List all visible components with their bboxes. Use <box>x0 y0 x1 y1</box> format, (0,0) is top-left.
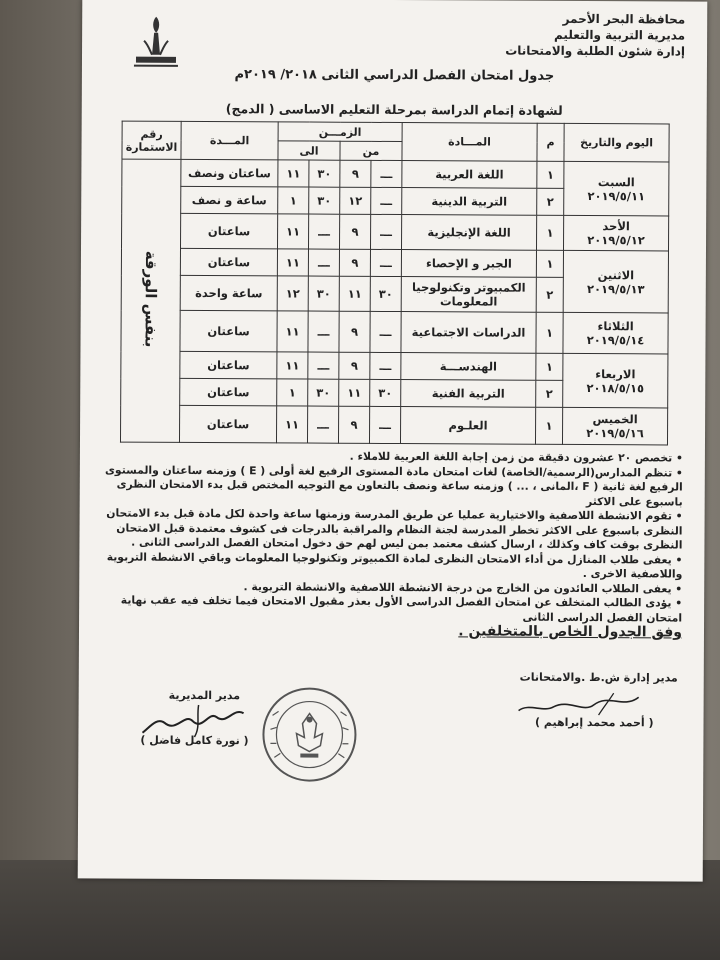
to-minute: ٣٠ <box>308 276 339 311</box>
from-minute: ٣٠ <box>370 276 401 311</box>
duration-cell: ساعتان <box>181 213 278 249</box>
day-cell: الأحد ٢٠١٩/٥/١٢ <box>563 215 668 251</box>
to-minute: ٣٠ <box>308 379 339 406</box>
to-minute: ٣٠ <box>309 187 340 214</box>
subject-cell: الدراسات الاجتماعية <box>401 312 536 354</box>
note-item: • يؤدى الطالب المتخلف عن امتحان الفصل الدراسى الأول بعذر مقبول الامتحان فيما تخلف فيه عقب نهاية امتحان الفصل الدراسى الثانى <box>120 593 683 625</box>
from-hour: ٩ <box>339 311 370 352</box>
from-hour: ٩ <box>340 160 371 187</box>
from-hour: ٩ <box>339 249 370 276</box>
note-item: • تنظم المدارس(الرسمية/الخاصة) لغات امتحان مادة المستوى الرفيع لغة أولى ( E ) وزمنه ساعتان والمستوى الرفيع لغة ثانية ( F ،المانى ، ... ) وزمنه ساعة ونصف بالتعاون مع التوجيه المختص قبل بدء الامتحان النظرى باسبوع على الاكثر <box>105 462 683 509</box>
header-directorate: مديرية التربية والتعليم <box>553 27 686 43</box>
subject-cell: الهندســـة <box>401 353 536 381</box>
duration-cell: ساعتان <box>180 351 277 379</box>
row-number: ٢ <box>536 380 563 407</box>
from-hour: ٩ <box>339 352 370 379</box>
header-department: إدارة شئون الطلبة والامتحانات <box>505 43 686 59</box>
header-from: من <box>340 141 402 160</box>
from-minute: ـــ <box>371 160 402 187</box>
form-number-column <box>120 159 180 442</box>
signature-title-left: مدير المديرية <box>168 688 241 703</box>
row-number: ١ <box>535 407 562 444</box>
from-hour: ١٢ <box>340 187 371 214</box>
to-minute: ـــ <box>307 406 338 443</box>
row-number: ١ <box>536 353 563 380</box>
table-row <box>121 310 668 354</box>
from-minute: ٣٠ <box>370 379 401 406</box>
header-number: م <box>537 123 564 161</box>
duration-cell: ساعة و نصف <box>181 186 278 214</box>
table-row <box>122 213 669 251</box>
from-hour: ٩ <box>339 214 370 249</box>
row-number: ٢ <box>536 277 563 312</box>
official-seal-icon <box>260 685 359 784</box>
subject-cell: التربية الدينية <box>402 188 537 216</box>
duration-cell: ساعتان <box>180 248 277 276</box>
signature-title-right: مدير إدارة ش.ط .والامتحانات <box>519 670 678 685</box>
document-subtitle: لشهادة إتمام الدراسة بمرحلة التعليم الاساسى ( الدمج) <box>225 101 563 118</box>
note-item: • تقوم الانشطة اللاصفية والاختيارية عمليا عن طريق المدرسة وزمنها ساعة واحدة لكل مادة قبل بدء الامتحان النظرى باسبوع على الاكثر تخطر المدرسة لجنة النظام والمراقبة بالدرجات فى كشوف معتمدة قبل الامتحان النظرى بوقت كاف وكذلك ، ارسال كشف معتمد بمن ليس لهم حق دخول امتحان الفصل الدراسى الثانى . <box>106 506 683 552</box>
exam-schedule-table <box>120 121 670 446</box>
subject-cell: اللغة العربية <box>402 161 537 189</box>
ministry-logo-icon <box>130 11 182 71</box>
note-item: • يعفى طلاب المنازل من أداء الامتحان النظرى لمادة الكمبيوتر وتكنولوجيا المعلومات وباقي الانشطة التربوية واللاصفية الاخرى . <box>106 550 683 581</box>
from-minute: ـــ <box>369 406 400 443</box>
table-header-row <box>122 121 669 143</box>
to-hour: ١ <box>278 187 309 214</box>
day-cell: الاربعاء ٢٠١٨/٥/١٥ <box>563 353 668 408</box>
subject-cell: التربية الفنية <box>401 380 536 408</box>
duration-cell: ساعتان <box>179 405 276 443</box>
to-hour: ١١ <box>277 311 308 352</box>
from-minute: ـــ <box>370 352 401 379</box>
to-minute: ٣٠ <box>309 160 340 187</box>
header-governorate: محافظة البحر الأحمر <box>562 11 686 27</box>
to-hour: ١١ <box>278 160 309 187</box>
day-cell: الثلاثاء ٢٠١٩/٥/١٤ <box>563 312 668 354</box>
from-hour: ٩ <box>338 406 369 443</box>
day-cell: الخميس ٢٠١٩/٥/١٦ <box>562 407 667 445</box>
from-minute: ـــ <box>370 249 401 276</box>
from-hour: ١١ <box>339 379 370 406</box>
header-subject: المـــادة <box>402 123 537 162</box>
table-row <box>121 351 668 381</box>
from-minute: ـــ <box>371 187 402 214</box>
header-form-number: رقم الاستمارة <box>122 121 181 159</box>
note-item: • يعفى الطلاب العائدون من الخارج من درجة الانشطة اللاصفية والانشطة التربوية . <box>243 579 683 596</box>
table-row <box>120 405 667 445</box>
handwritten-signature-right <box>514 689 644 720</box>
note-emphasis: وفق الجدول الخاص بالمتخلفين . <box>458 623 683 641</box>
note-item: • تخصص ٢٠ عشرون دقيقة من زمن إجابة اللغة العربية للاملاء . <box>349 449 683 465</box>
duration-cell: ساعة واحدة <box>180 275 277 311</box>
table-row <box>121 248 668 278</box>
exam-schedule-document <box>78 0 708 882</box>
subject-cell: الجبر و الإحصاء <box>401 250 536 278</box>
header-day-date: اليوم والتاريخ <box>564 123 669 162</box>
duration-cell: ساعتان <box>180 378 277 406</box>
row-number: ١ <box>536 312 563 353</box>
subject-cell: اللغة الإنجليزية <box>401 215 536 251</box>
notes-section <box>92 448 683 641</box>
signature-name-right: ( أحمد محمد إبراهيم ) <box>534 715 654 730</box>
subject-cell: العلـوم <box>400 407 535 445</box>
to-hour: ١١ <box>276 406 307 443</box>
to-minute: ـــ <box>308 311 339 352</box>
to-hour: ١٢ <box>277 276 308 311</box>
to-hour: ١١ <box>277 352 308 379</box>
from-minute: ـــ <box>370 214 401 249</box>
to-hour: ١١ <box>277 214 308 249</box>
subject-cell: الكمبيوتر وتكنولوجيا المعلومات <box>401 277 536 313</box>
document-title: جدول امتحان الفصل الدراسي الثانى ٢٠١٨/ ٢٠١٩م <box>234 67 555 84</box>
row-number: ١ <box>536 250 563 277</box>
to-minute: ـــ <box>308 214 339 249</box>
side-label: بنفس الورقة <box>141 250 160 348</box>
day-cell: الاثنين ٢٠١٩/٥/١٣ <box>563 250 668 313</box>
header-time: الزمـــن <box>278 122 402 142</box>
duration-cell: ساعتان ونصف <box>181 159 278 187</box>
row-number: ١ <box>536 215 563 250</box>
from-minute: ـــ <box>370 311 401 352</box>
to-minute: ـــ <box>308 352 339 379</box>
to-hour: ١ <box>277 379 308 406</box>
table-row <box>122 159 669 189</box>
header-to: الى <box>278 141 340 160</box>
row-number: ١ <box>537 161 564 188</box>
row-number: ٢ <box>537 188 564 215</box>
document-header <box>505 11 685 60</box>
from-hour: ١١ <box>339 276 370 311</box>
to-hour: ١١ <box>277 249 308 276</box>
signature-name-left: ( نورة كامل فاضل ) <box>140 733 249 748</box>
day-cell: السبت ٢٠١٩/٥/١١ <box>564 161 669 216</box>
to-minute: ـــ <box>308 249 339 276</box>
header-duration: المـــدة <box>181 121 278 160</box>
duration-cell: ساعتان <box>180 310 277 352</box>
